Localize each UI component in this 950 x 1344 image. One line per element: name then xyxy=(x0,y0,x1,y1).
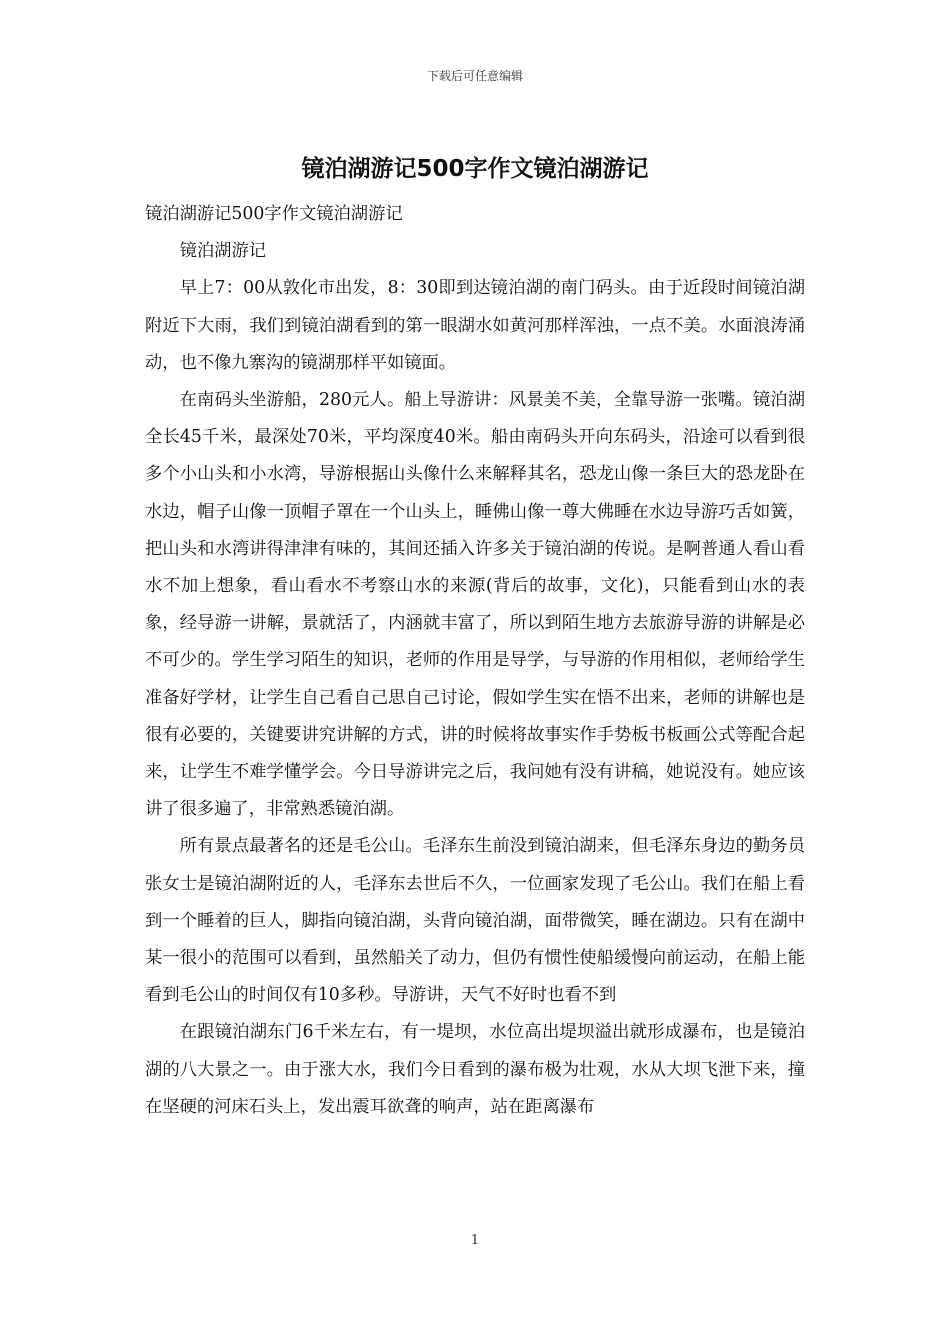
paragraph: 在南码头坐游船，280元人。船上导游讲：风景美不美，全靠导游一张嘴。镜泊湖全长45千米，最深处70米，平均深度40米。船由南码头开向东码头，沿途可以看到很多个小山头和小水湾，导游根据山头像什么来解释其名，恐龙山像一条巨大的恐龙卧在水边，帽子山像一顶帽子罩在一个山头上，睡佛山像一尊大佛睡在水边导游巧舌如簧，把山头和水湾讲得津津有味的，其间还插入许多关于镜泊湖的传说。是啊普通人看山看水不加上想象，看山看水不考察山水的来源(背后的故事，文化)，只能看到山水的表象，经导游一讲解，景就活了，内涵就丰富了，所以到陌生地方去旅游导游的讲解是必不可少的。学生学习陌生的知识，老师的作用是导学，与导游的作用相似，老师给学生准备好学材，让学生自己看自己思自己讨论，假如学生实在悟不出来，老师的讲解也是很有必要的，关键要讲究讲解的方式，讲的时候将故事实作手势板书板画公式等配合起来，让学生不难学懂学会。今日导游讲完之后，我问她有没有讲稿，她说没有。她应该讲了很多遍了，非常熟悉镜泊湖。 xyxy=(145,390,805,820)
document-body xyxy=(145,196,805,1126)
header-note: 下载后可任意编辑 xyxy=(426,69,523,83)
document-title: 镜泊湖游记500字作文镜泊湖游记 xyxy=(301,156,649,182)
paragraph-subtitle: 镜泊湖游记500字作文镜泊湖游记 xyxy=(145,204,403,224)
page-number: 1 xyxy=(470,1233,480,1248)
paragraph: 所有景点最著名的还是毛公山。毛泽东生前没到镜泊湖来，但毛泽东身边的勤务员张女士是镜泊湖附近的人，毛泽东去世后不久，一位画家发现了毛公山。我们在船上看到一个睡着的巨人，脚指向镜泊湖，头背向镜泊湖，面带微笑，睡在湖边。只有在湖中某一很小的范围可以看到，虽然船关了动力，但仍有惯性使船缓慢向前运动，在船上能看到毛公山的时间仅有10多秒。导游讲，天气不好时也看不到 xyxy=(145,836,805,1006)
paragraph: 在跟镜泊湖东门6千米左右，有一堤坝，水位高出堤坝溢出就形成瀑布，也是镜泊湖的八大景之一。由于涨大水，我们今日看到的瀑布极为壮观，水从大坝飞泄下来，撞在坚硬的河床石头上，发出震耳欲聋的响声，站在距离瀑布 xyxy=(145,1022,805,1117)
paragraph: 早上7：00从敦化市出发，8：30即到达镜泊湖的南门码头。由于近段时间镜泊湖附近下大雨，我们到镜泊湖看到的第一眼湖水如黄河那样浑浊，一点不美。水面浪涛涌动，也不像九寨沟的镜湖那样平如镜面。 xyxy=(145,278,805,373)
paragraph-heading: 镜泊湖游记 xyxy=(179,241,267,262)
